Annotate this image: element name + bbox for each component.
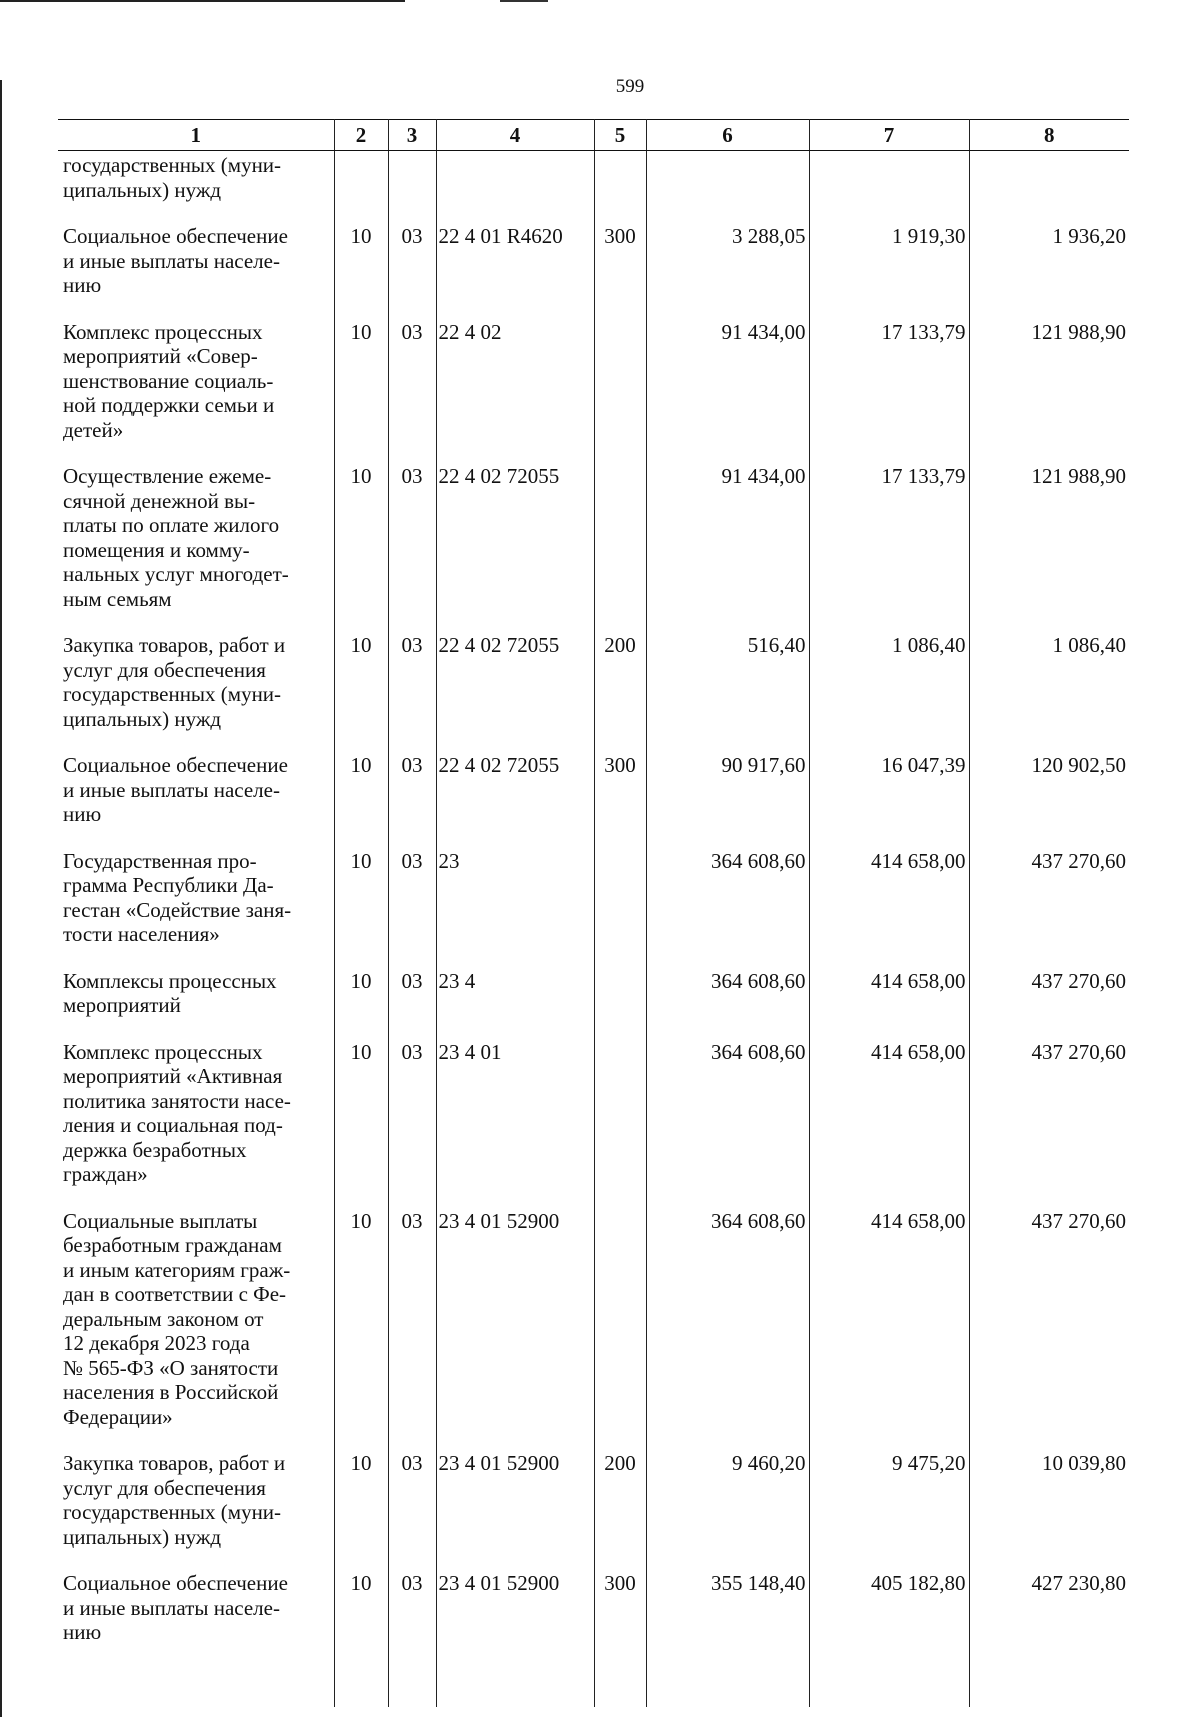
cell-item-name: Социальное обеспечение и иные выплаты населе- нию: [58, 1563, 334, 1659]
cell-subsection: 03: [388, 456, 436, 625]
cell-section: 10: [334, 1032, 388, 1201]
cell-expense-type: [594, 151, 646, 217]
cell-amount-col6: 90 917,60: [646, 745, 809, 841]
table-row: [58, 745, 1129, 841]
cell-expense-type: 300: [594, 745, 646, 841]
cell-target-article: 23 4 01 52900: [436, 1563, 594, 1659]
cell-amount-col8: 10 039,80: [969, 1443, 1129, 1563]
cell-expense-type: [594, 456, 646, 625]
cell-target-article: 23: [436, 841, 594, 961]
budget-table-container: [58, 119, 1129, 1707]
header-col-6: 6: [646, 120, 809, 151]
cell-subsection: 03: [388, 1201, 436, 1444]
cell-item-name: Социальное обеспечение и иные выплаты населе- нию: [58, 745, 334, 841]
page-number: 599: [615, 76, 645, 97]
cell-subsection: 03: [388, 1563, 436, 1659]
cell-amount-col8: 120 902,50: [969, 745, 1129, 841]
cell-section: 10: [334, 1201, 388, 1444]
cell-amount-col8: 427 230,80: [969, 1563, 1129, 1659]
header-col-2: 2: [334, 120, 388, 151]
cell-subsection: 03: [388, 745, 436, 841]
cell-amount-col7: 17 133,79: [809, 312, 969, 457]
cell-target-article: 23 4 01 52900: [436, 1443, 594, 1563]
cell-section: 10: [334, 312, 388, 457]
scan-edge-top-mid: [500, 0, 548, 2]
cell-amount-col6: 364 608,60: [646, 1032, 809, 1201]
cell-amount-col8: [969, 151, 1129, 217]
header-col-3: 3: [388, 120, 436, 151]
table-row: [58, 312, 1129, 457]
cell-section: 10: [334, 216, 388, 312]
cell-amount-col8: 437 270,60: [969, 841, 1129, 961]
cell-target-article: 22 4 01 R4620: [436, 216, 594, 312]
cell-item-name: Комплексы процессных мероприятий: [58, 961, 334, 1032]
empty-cell: [334, 1659, 388, 1707]
cell-section: 10: [334, 841, 388, 961]
scan-edge-top-left: [0, 0, 405, 2]
header-col-1: 1: [58, 120, 334, 151]
table-row: [58, 151, 1129, 217]
cell-amount-col6: [646, 151, 809, 217]
empty-cell: [58, 1659, 334, 1707]
cell-amount-col7: 405 182,80: [809, 1563, 969, 1659]
cell-target-article: 22 4 02 72055: [436, 456, 594, 625]
cell-target-article: 22 4 02 72055: [436, 625, 594, 745]
cell-amount-col6: 364 608,60: [646, 1201, 809, 1444]
cell-amount-col8: 437 270,60: [969, 961, 1129, 1032]
cell-section: 10: [334, 1563, 388, 1659]
cell-subsection: 03: [388, 625, 436, 745]
table-row: [58, 841, 1129, 961]
cell-item-name: Закупка товаров, работ и услуг для обеспечения государственных (муни- ципальных) нужд: [58, 1443, 334, 1563]
cell-amount-col7: 414 658,00: [809, 841, 969, 961]
cell-target-article: 23 4: [436, 961, 594, 1032]
header-col-8: 8: [969, 120, 1129, 151]
header-col-4: 4: [436, 120, 594, 151]
cell-item-name: Комплекс процессных мероприятий «Совер- шенствование социаль- ной поддержки семьи и детей»: [58, 312, 334, 457]
empty-cell: [809, 1659, 969, 1707]
cell-amount-col7: 1 919,30: [809, 216, 969, 312]
cell-amount-col8: 437 270,60: [969, 1201, 1129, 1444]
header-row: [58, 120, 1129, 151]
cell-expense-type: 200: [594, 625, 646, 745]
table-row: [58, 1563, 1129, 1659]
cell-subsection: 03: [388, 216, 436, 312]
cell-item-name: Комплекс процессных мероприятий «Активная политика занятости насе- ления и социальная под- держка безработных граждан»: [58, 1032, 334, 1201]
cell-amount-col7: 414 658,00: [809, 961, 969, 1032]
budget-table: [58, 119, 1129, 1707]
table-row: [58, 456, 1129, 625]
cell-subsection: 03: [388, 1443, 436, 1563]
cell-expense-type: 200: [594, 1443, 646, 1563]
cell-expense-type: [594, 1201, 646, 1444]
cell-amount-col8: 1 086,40: [969, 625, 1129, 745]
cell-section: 10: [334, 625, 388, 745]
empty-cell: [388, 1659, 436, 1707]
empty-cell: [969, 1659, 1129, 1707]
cell-item-name: государственных (муни- ципальных) нужд: [58, 151, 334, 217]
cell-amount-col7: 16 047,39: [809, 745, 969, 841]
cell-amount-col6: 355 148,40: [646, 1563, 809, 1659]
empty-cell: [646, 1659, 809, 1707]
cell-item-name: Осуществление ежеме- сячной денежной вы- платы по оплате жилого помещения и комму- нальных услуг многодет- ным семьям: [58, 456, 334, 625]
table-row: [58, 216, 1129, 312]
cell-amount-col7: 17 133,79: [809, 456, 969, 625]
table-row: [58, 625, 1129, 745]
cell-item-name: Социальное обеспечение и иные выплаты населе- нию: [58, 216, 334, 312]
empty-cell: [436, 1659, 594, 1707]
cell-section: 10: [334, 1443, 388, 1563]
cell-amount-col6: 364 608,60: [646, 961, 809, 1032]
cell-expense-type: [594, 961, 646, 1032]
cell-amount-col6: 9 460,20: [646, 1443, 809, 1563]
table-body: [58, 151, 1129, 1707]
cell-subsection: [388, 151, 436, 217]
cell-target-article: [436, 151, 594, 217]
table-row: [58, 961, 1129, 1032]
cell-amount-col8: 121 988,90: [969, 312, 1129, 457]
cell-section: 10: [334, 456, 388, 625]
cell-amount-col6: 3 288,05: [646, 216, 809, 312]
cell-target-article: 23 4 01: [436, 1032, 594, 1201]
cell-subsection: 03: [388, 841, 436, 961]
scan-edge-left: [0, 80, 2, 1717]
cell-amount-col6: 91 434,00: [646, 456, 809, 625]
cell-amount-col8: 1 936,20: [969, 216, 1129, 312]
cell-amount-col8: 121 988,90: [969, 456, 1129, 625]
cell-item-name: Государственная про- грамма Республики Да- гестан «Содействие заня- тости населения»: [58, 841, 334, 961]
cell-amount-col7: 414 658,00: [809, 1201, 969, 1444]
cell-expense-type: 300: [594, 1563, 646, 1659]
table-tail-spacer: [58, 1659, 1129, 1707]
header-col-5: 5: [594, 120, 646, 151]
table-row: [58, 1032, 1129, 1201]
cell-expense-type: [594, 1032, 646, 1201]
cell-subsection: 03: [388, 312, 436, 457]
cell-section: 10: [334, 745, 388, 841]
table-row: [58, 1443, 1129, 1563]
cell-expense-type: 300: [594, 216, 646, 312]
cell-target-article: 23 4 01 52900: [436, 1201, 594, 1444]
cell-subsection: 03: [388, 1032, 436, 1201]
cell-amount-col7: 1 086,40: [809, 625, 969, 745]
cell-amount-col7: 9 475,20: [809, 1443, 969, 1563]
table-row: [58, 1201, 1129, 1444]
cell-expense-type: [594, 841, 646, 961]
cell-subsection: 03: [388, 961, 436, 1032]
cell-amount-col6: 91 434,00: [646, 312, 809, 457]
cell-amount-col7: [809, 151, 969, 217]
cell-amount-col8: 437 270,60: [969, 1032, 1129, 1201]
cell-section: 10: [334, 961, 388, 1032]
cell-target-article: 22 4 02: [436, 312, 594, 457]
cell-amount-col6: 516,40: [646, 625, 809, 745]
cell-target-article: 22 4 02 72055: [436, 745, 594, 841]
header-col-7: 7: [809, 120, 969, 151]
empty-cell: [594, 1659, 646, 1707]
cell-amount-col6: 364 608,60: [646, 841, 809, 961]
cell-item-name: Закупка товаров, работ и услуг для обеспечения государственных (муни- ципальных) нужд: [58, 625, 334, 745]
cell-section: [334, 151, 388, 217]
cell-amount-col7: 414 658,00: [809, 1032, 969, 1201]
cell-expense-type: [594, 312, 646, 457]
cell-item-name: Социальные выплаты безработным гражданам и иным категориям граж- дан в соответствии с Фе- деральным законом от 12 декабря 2023 года № 565-ФЗ «О занятости населения в Российской Федерации»: [58, 1201, 334, 1444]
